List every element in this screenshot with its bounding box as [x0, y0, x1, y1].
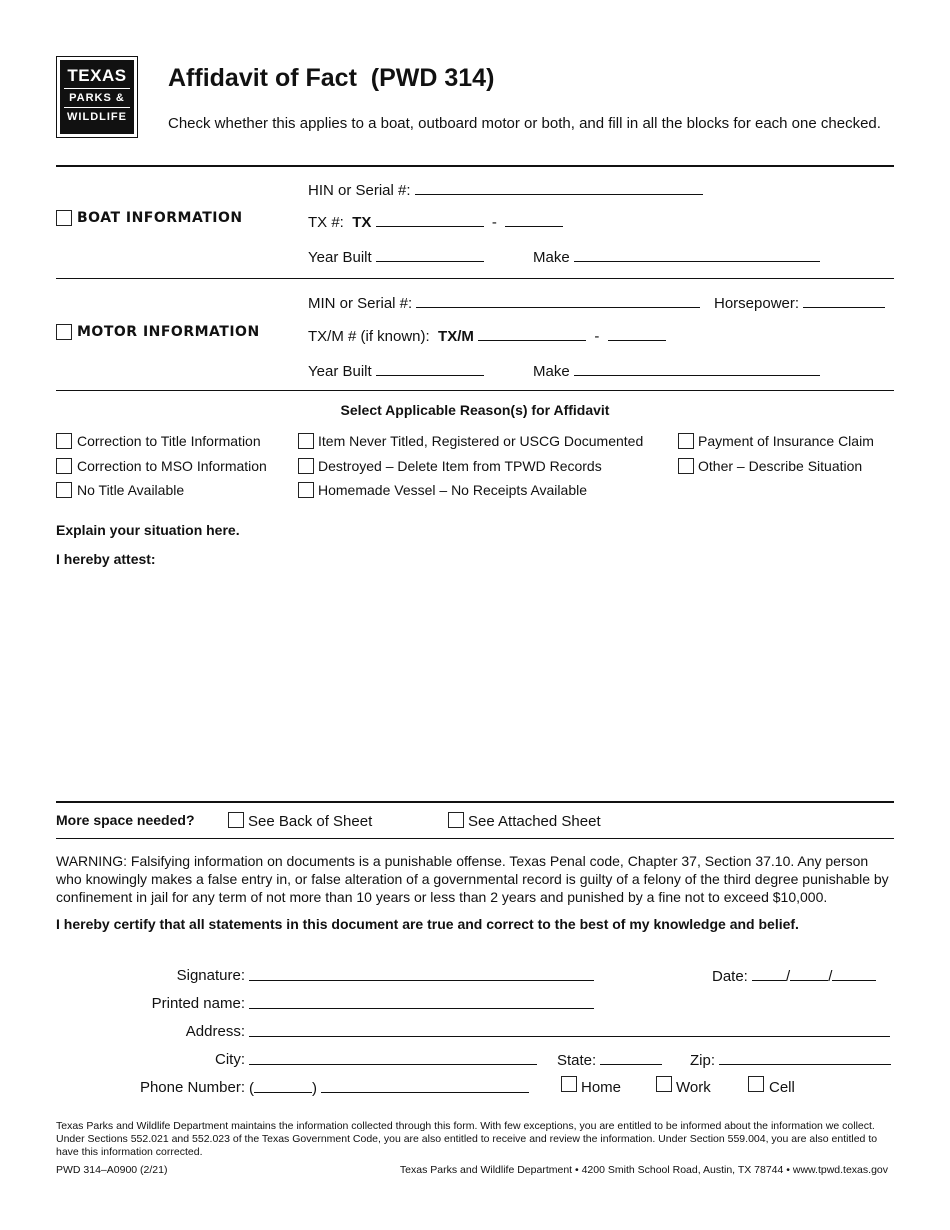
reason-checkbox[interactable] — [678, 433, 694, 449]
tx-row — [308, 213, 563, 231]
boat-info-label: BOAT INFORMATION — [77, 210, 243, 226]
tx-dash: - — [491, 214, 497, 231]
page-title: Affidavit of Fact (PWD 314) — [168, 64, 495, 92]
date-sep: / — [828, 968, 833, 985]
motor-year-row — [308, 362, 484, 380]
logo-line-3: WILDLIFE — [67, 111, 127, 123]
city-label: City: — [215, 1051, 245, 1068]
divider — [56, 838, 894, 839]
reason-checkbox[interactable] — [298, 458, 314, 474]
txm-prefix: TX/M — [438, 328, 474, 345]
min-field[interactable] — [416, 294, 700, 308]
explain-heading: Explain your situation here. — [56, 522, 240, 538]
attest-heading: I hereby attest: — [56, 551, 156, 567]
warning-text: WARNING: Falsifying information on documents is a punishable offense. Texas Penal code, Chapter 37, Section 37.10. Any person who knowingly makes a false entry in, or false alteration of a governmental record is guilty of a felony of the third degree punishable by confinement in jail for any term of not more than 10 years or less than 2 years and punished by a fine not to exceed $10,000. — [56, 853, 889, 905]
attached-sheet-label: See Attached Sheet — [468, 813, 601, 830]
motor-info-checkbox[interactable] — [56, 324, 72, 340]
logo-line-2: PARKS & — [69, 92, 125, 104]
zip-field[interactable] — [719, 1051, 891, 1065]
reason-checkbox[interactable] — [298, 482, 314, 498]
tx-field-1[interactable] — [376, 213, 484, 227]
date-day-field[interactable] — [790, 967, 828, 981]
home-label: Home — [581, 1079, 622, 1096]
department-address: Texas Parks and Wildlife Department • 4200 Smith School Road, Austin, TX 78744 • www.tpwd.texas.gov — [399, 1164, 888, 1176]
date-month-field[interactable] — [752, 967, 786, 981]
phone-label: Phone Number: — [139, 1079, 245, 1096]
tpwd-logo — [56, 56, 138, 138]
tx-label: TX #: — [308, 214, 344, 231]
motor-year-field[interactable] — [376, 362, 484, 376]
motor-make-field[interactable] — [574, 362, 820, 376]
reason-checkbox[interactable] — [298, 433, 314, 449]
boat-make-field[interactable] — [574, 248, 820, 262]
reason-checkbox[interactable] — [56, 482, 72, 498]
state-label: State: — [557, 1052, 597, 1069]
reason-label: Item Never Titled, Registered or USCG Documented — [318, 433, 644, 449]
min-label: MIN or Serial #: — [308, 295, 413, 312]
hin-label: HIN or Serial #: — [308, 182, 411, 199]
phone-number-field[interactable] — [321, 1079, 529, 1093]
reason-checkbox[interactable] — [678, 458, 694, 474]
back-of-sheet-checkbox[interactable] — [228, 812, 244, 828]
reason-label: Correction to Title Information — [77, 433, 261, 449]
cell-label: Cell — [769, 1079, 795, 1096]
signature-field[interactable] — [249, 967, 594, 981]
hin-field[interactable] — [415, 181, 703, 195]
address-label: Address: — [185, 1023, 245, 1040]
reason-checkbox[interactable] — [56, 458, 72, 474]
tx-field-2[interactable] — [505, 213, 563, 227]
back-of-sheet-label: See Back of Sheet — [248, 813, 373, 830]
reasons-heading: Select Applicable Reason(s) for Affidavit — [340, 402, 610, 418]
zip-row — [690, 1051, 891, 1069]
motor-make-label: Make — [533, 363, 570, 380]
boat-make-label: Make — [533, 249, 570, 266]
hp-field[interactable] — [803, 294, 885, 308]
boat-year-row — [308, 248, 484, 266]
printed-name-field[interactable] — [249, 995, 594, 1009]
attached-sheet-checkbox[interactable] — [448, 812, 464, 828]
instructions: Check whether this applies to a boat, outboard motor or both, and fill in all the blocks for each one checked. — [168, 115, 881, 132]
divider — [56, 278, 894, 279]
motor-year-label: Year Built — [308, 363, 372, 380]
txm-row — [308, 327, 666, 345]
work-checkbox[interactable] — [656, 1076, 672, 1092]
reason-label: Other – Describe Situation — [698, 458, 863, 474]
explanation-area[interactable] — [56, 575, 894, 795]
reason-label: Destroyed – Delete Item from TPWD Records — [318, 458, 602, 474]
date-year-field[interactable] — [832, 967, 876, 981]
logo-line-1: TEXAS — [67, 66, 127, 85]
reason-label: Payment of Insurance Claim — [698, 433, 874, 449]
phone-row — [249, 1079, 529, 1097]
divider — [56, 390, 894, 391]
phone-paren-open: ( — [249, 1080, 254, 1097]
boat-make-row — [533, 248, 820, 266]
state-field[interactable] — [600, 1051, 662, 1065]
boat-year-label: Year Built — [308, 249, 372, 266]
divider — [56, 801, 894, 803]
reason-checkbox[interactable] — [56, 433, 72, 449]
date-label: Date: — [712, 968, 748, 985]
city-field[interactable] — [249, 1051, 537, 1065]
reason-label: Homemade Vessel – No Receipts Available — [318, 482, 588, 498]
date-sep: / — [786, 968, 791, 985]
zip-label: Zip: — [690, 1052, 716, 1069]
cell-checkbox[interactable] — [748, 1076, 764, 1092]
more-space-label: More space needed? — [56, 812, 195, 828]
txm-dash: - — [594, 328, 600, 345]
date-row — [712, 967, 876, 985]
boat-year-field[interactable] — [376, 248, 484, 262]
reason-label: No Title Available — [77, 482, 185, 498]
printed-name-label: Printed name: — [151, 995, 245, 1012]
motor-info-label: MOTOR INFORMATION — [77, 324, 260, 340]
txm-label: TX/M # (if known): — [308, 328, 430, 345]
address-field[interactable] — [249, 1023, 890, 1037]
signature-label: Signature: — [176, 967, 245, 984]
tx-prefix: TX — [352, 214, 372, 231]
hp-label: Horsepower: — [714, 295, 800, 312]
form-id: PWD 314–A0900 (2/21) — [56, 1164, 168, 1176]
home-checkbox[interactable] — [561, 1076, 577, 1092]
boat-info-checkbox[interactable] — [56, 210, 72, 226]
txm-field-1[interactable] — [478, 327, 586, 341]
hin-row — [308, 181, 703, 199]
hp-row — [714, 294, 885, 312]
state-row — [557, 1051, 662, 1069]
divider — [56, 165, 894, 167]
reason-label: Correction to MSO Information — [77, 458, 267, 474]
phone-paren-close: ) — [312, 1080, 317, 1097]
certify-text: I hereby certify that all statements in this document are true and correct to the best of my knowledge and belief. — [56, 916, 799, 932]
work-label: Work — [676, 1079, 711, 1096]
min-row — [308, 294, 700, 312]
privacy-notice: Texas Parks and Wildlife Department maintains the information collected through this form. With few exceptions, you are entitled to be informed about the information we collect. Under Sections 552.021 and 552.023 of the Texas Government Code, you are also entitled to receive and review the information. Under Section 559.004, you are also entitled to have this information corrected. — [56, 1120, 878, 1158]
phone-area-field[interactable] — [254, 1079, 312, 1093]
motor-make-row — [533, 362, 820, 380]
txm-field-2[interactable] — [608, 327, 666, 341]
